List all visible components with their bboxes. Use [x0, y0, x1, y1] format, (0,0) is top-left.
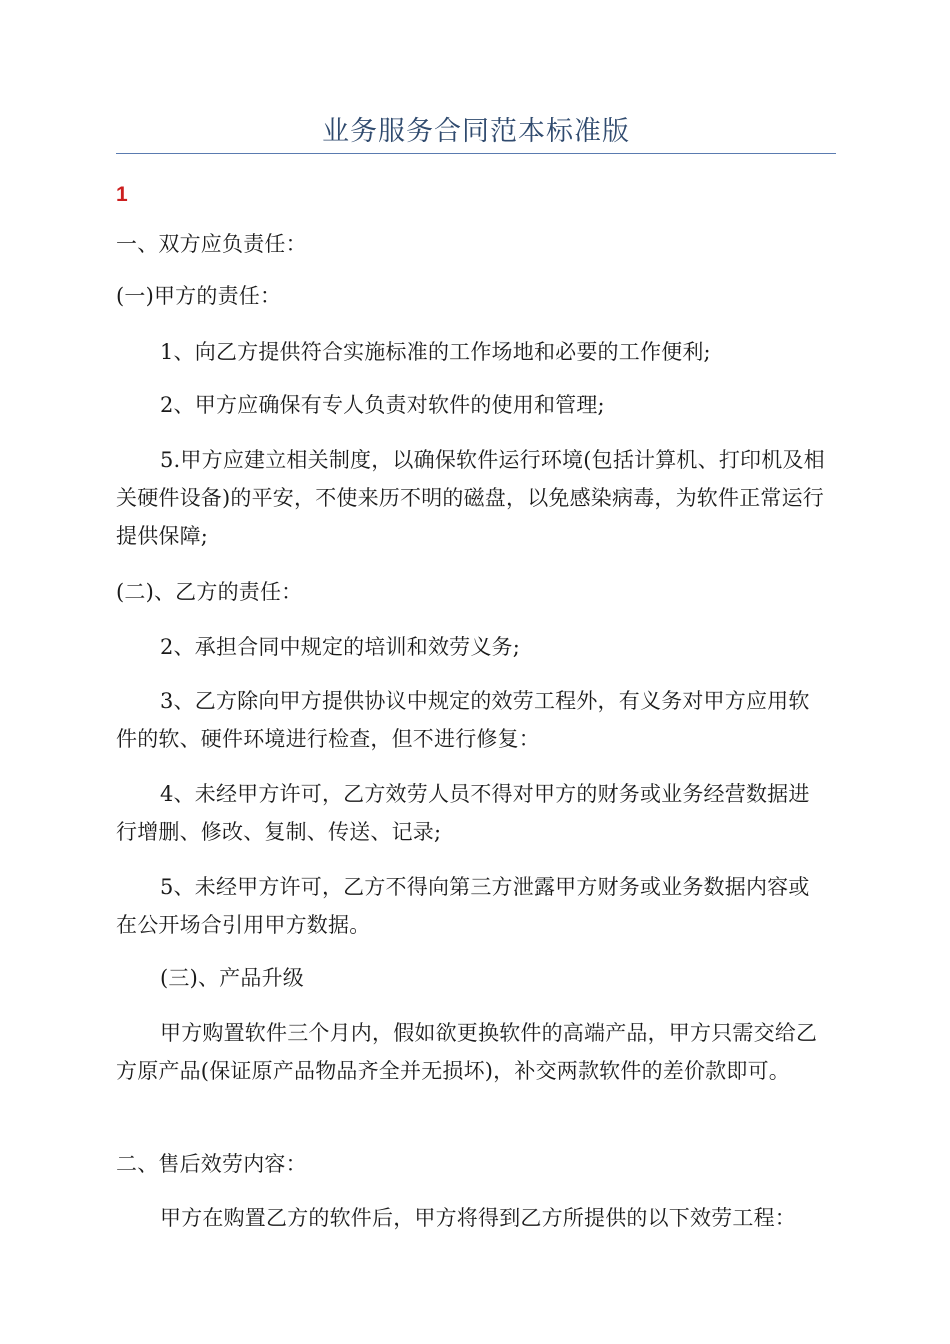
clause-b-3: 3、乙方除向甲方提供协议中规定的效劳工程外，有义务对甲方应用软件的软、硬件环境进行检查，但不进行修复：	[116, 689, 810, 751]
clause-a-5: 5.甲方应建立相关制度，以确保软件运行环境(包括计算机、打印机及相关硬件设备)的平安，不使来历不明的磁盘，以免感染病毒，为软件正常运行提供保障;	[116, 448, 825, 548]
section-number: 1	[116, 183, 128, 206]
heading-mutual-responsibilities: 一、双方应负责任：	[116, 232, 307, 256]
clause-a-1: 1、向乙方提供符合实施标准的工作场地和必要的工作便利;	[160, 340, 711, 364]
heading-after-sales: 二、售后效劳内容：	[116, 1152, 307, 1176]
clause-b-5: 5、未经甲方许可，乙方不得向第三方泄露甲方财务或业务数据内容或在公开场合引用甲方数据。	[116, 875, 810, 937]
document-title: 业务服务合同范本标准版	[322, 116, 630, 147]
subheading-party-b: (二)、乙方的责任：	[116, 580, 303, 604]
clause-b-2: 2、承担合同中规定的培训和效劳义务;	[160, 635, 521, 659]
subheading-party-a: (一)甲方的责任：	[116, 284, 282, 308]
subheading-product-upgrade: (三)、产品升级	[160, 966, 304, 990]
upgrade-clause: 甲方购置软件三个月内，假如欲更换软件的高端产品，甲方只需交给乙方原产品(保证原产品物品齐全并无损坏)，补交两款软件的差价款即可。	[116, 1021, 818, 1083]
title-underline	[116, 153, 836, 154]
clause-b-4: 4、未经甲方许可，乙方效劳人员不得对甲方的财务或业务经营数据进行增删、修改、复制、传送、记录;	[116, 782, 810, 844]
clause-a-2: 2、甲方应确保有专人负责对软件的使用和管理;	[160, 393, 605, 417]
after-sales-intro: 甲方在购置乙方的软件后，甲方将得到乙方所提供的以下效劳工程：	[160, 1206, 796, 1230]
